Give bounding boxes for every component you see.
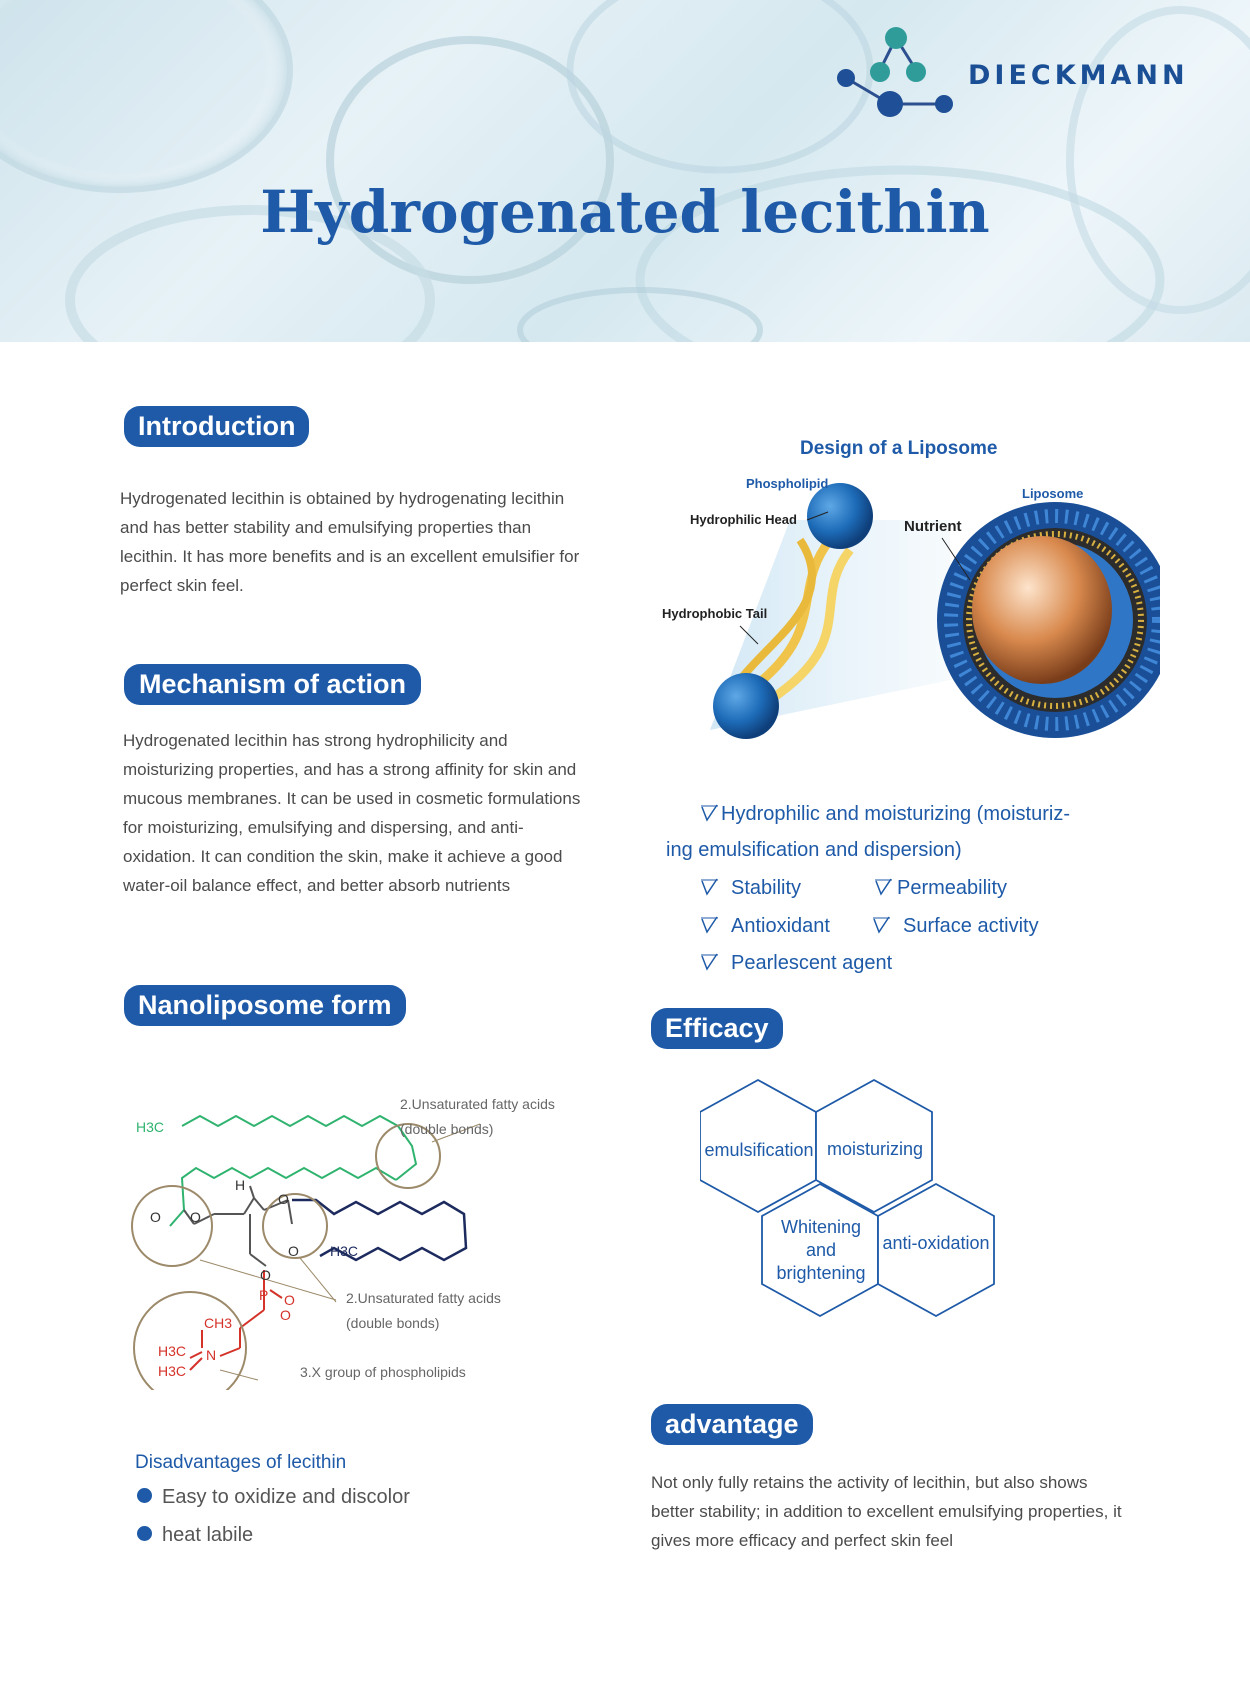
atom-o-7: O bbox=[280, 1307, 291, 1323]
disadvantage-item-2 bbox=[137, 1524, 253, 1547]
liposome-diagram bbox=[650, 430, 1160, 750]
atom-h3c-mid: H3C bbox=[330, 1243, 359, 1259]
introduction-text: Hydrogenated lecithin is obtained by hydrogenating lecithin and has better stability and emulsifying properties than lecithin. It has more benefits and is an excellent emulsifier for perfect skin feel. bbox=[120, 489, 580, 595]
mechanism-text: Hydrogenated lecithin has strong hydrophilicity and moisturizing properties, and has a strong affinity for skin and mucous membranes. It can be used in cosmetic formulations for moisturizing, emulsifying and dispersing, and anti-oxidation. It can condition the skin, make it achieve a good water-oil balance effect, and better absorb nutrients bbox=[123, 731, 581, 895]
check-icon bbox=[873, 916, 891, 934]
note-x-group: 3.X group of phospholipids bbox=[300, 1364, 466, 1380]
atom-h: H bbox=[235, 1177, 246, 1193]
atom-h3c-top: H3C bbox=[136, 1119, 165, 1135]
hydrophilic-head-label: Hydrophilic Head bbox=[690, 512, 797, 527]
atom-n: N bbox=[206, 1347, 217, 1363]
benefit-permeability-text: Permeability bbox=[897, 877, 1008, 899]
nanoliposome-heading: Nanoliposome form bbox=[124, 985, 406, 1026]
introduction-heading: Introduction bbox=[124, 406, 309, 447]
bullet-icon bbox=[137, 1488, 152, 1503]
check-icon bbox=[701, 804, 719, 822]
bubble-background bbox=[0, 0, 1250, 342]
bullet-icon bbox=[137, 1526, 152, 1541]
atom-o-4: O bbox=[288, 1243, 299, 1259]
efficacy-whitening: Whitening and brightening bbox=[776, 1217, 866, 1283]
benefit-pearlescent-text: Pearlescent agent bbox=[731, 952, 893, 974]
benefit-antioxidant bbox=[701, 915, 830, 938]
atom-o-5: O bbox=[260, 1267, 271, 1283]
note-unsaturated-bottom: 2.Unsaturated fatty acids (double bonds) bbox=[346, 1290, 501, 1331]
check-icon bbox=[701, 916, 719, 934]
check-icon bbox=[701, 953, 719, 971]
advantage-text: Not only fully retains the activity of lecithin, but also shows better stability; in addition to excellent emulsifying properties, it gives more efficacy and perfect skin feel bbox=[651, 1473, 1122, 1550]
phospholipid-label: Phospholipid bbox=[746, 476, 829, 491]
atom-o-6: O bbox=[284, 1292, 295, 1308]
mechanism-heading: Mechanism of action bbox=[124, 664, 421, 705]
benefit-stability bbox=[701, 877, 801, 900]
efficacy-heading: Efficacy bbox=[651, 1008, 783, 1049]
disadvantages-title: Disadvantages of lecithin bbox=[135, 1452, 347, 1473]
atom-p: P bbox=[259, 1287, 269, 1303]
benefit-surface-activity bbox=[873, 915, 1039, 938]
advantage-heading: advantage bbox=[651, 1404, 813, 1445]
atom-o-1: O bbox=[150, 1209, 161, 1225]
header-banner bbox=[0, 0, 1250, 342]
check-icon bbox=[875, 878, 893, 896]
atom-h3c-n2: H3C bbox=[158, 1363, 187, 1379]
benefit-line-2: ing emulsification and dispersion) bbox=[666, 839, 962, 861]
brand-name: DIECKMANN bbox=[968, 60, 1189, 91]
page-title: Hydrogenated lecithin bbox=[260, 178, 990, 246]
benefit-line-1-text: Hydrophilic and moisturizing (moisturiz- bbox=[721, 803, 1070, 825]
atom-o-2: O bbox=[190, 1209, 201, 1225]
disadvantage-item-1-text: Easy to oxidize and discolor bbox=[162, 1486, 410, 1508]
note-unsaturated-top: 2.Unsaturated fatty acids (double bonds) bbox=[400, 1096, 555, 1137]
efficacy-moisturizing: moisturizing bbox=[826, 1139, 924, 1159]
benefit-stability-text: Stability bbox=[731, 877, 802, 899]
benefit-pearlescent bbox=[701, 952, 892, 975]
atom-h3c-n1: H3C bbox=[158, 1343, 187, 1359]
hydrophobic-tail-label: Hydrophobic Tail bbox=[662, 606, 768, 621]
nutrient-label: Nutrient bbox=[904, 518, 962, 535]
efficacy-anti-oxidation: anti-oxidation bbox=[882, 1233, 990, 1253]
disadvantage-item-1 bbox=[137, 1486, 410, 1509]
atom-ch3: CH3 bbox=[204, 1315, 233, 1331]
benefit-line-1 bbox=[701, 803, 1070, 826]
brand-logo bbox=[836, 20, 956, 124]
check-icon bbox=[701, 878, 719, 896]
benefit-antioxidant-text: Antioxidant bbox=[731, 915, 830, 937]
liposome-title: Design of a Liposome bbox=[800, 438, 998, 459]
atom-o-3: O bbox=[278, 1191, 289, 1207]
benefit-permeability bbox=[875, 877, 1007, 900]
efficacy-emulsification: emulsification bbox=[704, 1140, 814, 1160]
liposome-label: Liposome bbox=[1022, 486, 1084, 501]
benefit-surface-activity-text: Surface activity bbox=[903, 915, 1039, 937]
disadvantage-item-2-text: heat labile bbox=[162, 1524, 254, 1546]
